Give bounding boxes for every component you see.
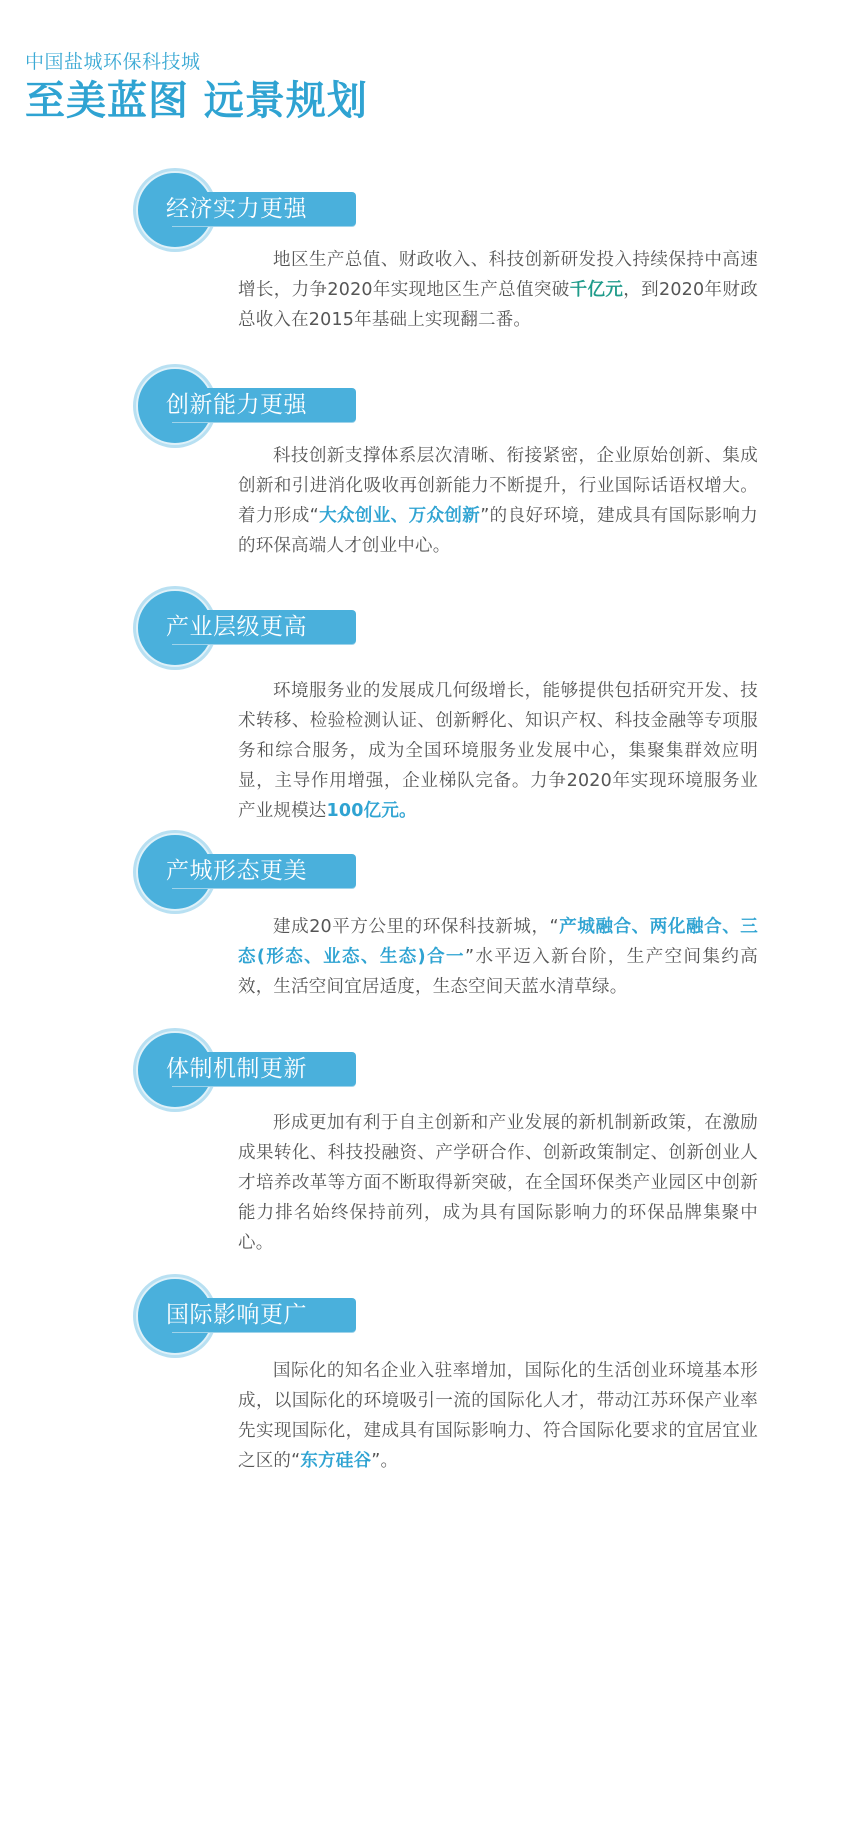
section-paragraph [238, 245, 758, 335]
paragraph-highlight: 大众创业、万众创新 [318, 506, 481, 526]
section-heading: 体制机制更新 [166, 1056, 307, 1082]
paragraph-highlight: 千亿元 [569, 280, 624, 300]
paragraph-text: 科技创新支撑体系层次清晰、衔接紧密，企业原始创新、集成创新和引进消化吸收再创新能力不断提升，行业国际话语权增大。着力形成“ [238, 446, 758, 526]
page-title: 至美蓝图 远景规划 [25, 78, 368, 124]
paragraph-text-end: ”水平迈入新台阶，生产空间集约高效，生活空间宜居适度，生态空间天蓝水清草绿。 [238, 947, 758, 997]
section-heading: 国际影响更广 [166, 1302, 307, 1328]
section-heading: 经济实力更强 [166, 196, 307, 222]
section-paragraph [238, 1356, 758, 1476]
section-paragraph [238, 676, 758, 826]
section-paragraph [238, 912, 758, 1002]
paragraph-text: 地区生产总值、财政收入、科技创新研发投入持续保持中高速增长，力争2020年实现地区生产总值突破 [238, 250, 758, 300]
section-heading-badge [136, 168, 326, 248]
paragraph-highlight: 东方硅谷 [300, 1451, 372, 1471]
paragraph-text: 环境服务业的发展成几何级增长，能够提供包括研究开发、技术转移、检验检测认证、创新孵化、知识产权、科技金融等专项服务和综合服务，成为全国环境服务业发展中心，集聚集群效应明显，主导作用增强，企业梯队完备。力争2020年实现环境服务业产业规模达 [238, 681, 758, 821]
section-heading: 产业层级更高 [166, 614, 307, 640]
section-heading-badge [136, 364, 326, 444]
section-heading-badge [136, 1028, 326, 1108]
section-heading-badge [136, 1274, 326, 1354]
paragraph-highlight: 100亿元。 [326, 801, 417, 821]
section-heading-badge [136, 830, 326, 910]
paragraph-text-end: ”。 [371, 1451, 399, 1471]
paragraph-text-end: ”的良好环境，建成具有国际影响力的环保高端人才创业中心。 [238, 506, 758, 556]
paragraph-text: 形成更加有利于自主创新和产业发展的新机制新政策，在激励成果转化、科技投融资、产学研合作、创新政策制定、创新创业人才培养改革等方面不断取得新突破，在全国环保类产业园区中创新能力排名始终保持前列，成为具有国际影响力的环保品牌集聚中心。 [238, 1113, 758, 1253]
paragraph-text: 国际化的知名企业入驻率增加，国际化的生活创业环境基本形成，以国际化的环境吸引一流的国际化人才，带动江苏环保产业率先实现国际化，建成具有国际影响力、符合国际化要求的宜居宜业之区的“ [238, 1361, 758, 1471]
paragraph-highlight: 产城融合、两化融合、三态(形态、业态、生态)合一 [238, 917, 758, 967]
section-heading: 产城形态更美 [166, 858, 307, 884]
section-paragraph [238, 441, 758, 561]
page-subtitle: 中国盐城环保科技城 [25, 51, 201, 73]
paragraph-text-end: ，到2020年财政总收入在2015年基础上实现翻二番。 [238, 280, 758, 330]
section-heading-badge [136, 586, 326, 666]
page-header [25, 50, 368, 126]
paragraph-text: 建成20平方公里的环保科技新城，“ [273, 917, 559, 937]
section-paragraph [238, 1108, 758, 1258]
section-heading: 创新能力更强 [166, 392, 307, 418]
